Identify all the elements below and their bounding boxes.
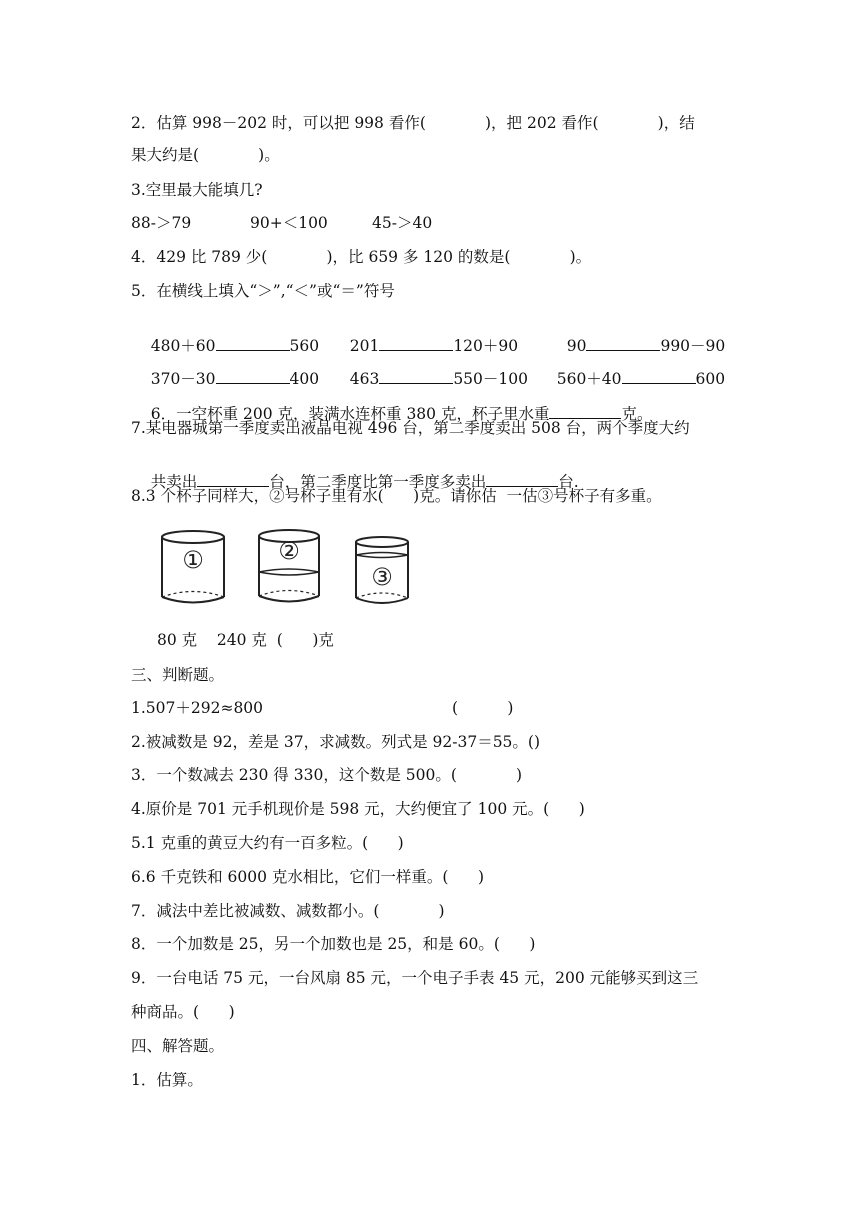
q2-line2: 果大约是( )。 <box>131 146 280 164</box>
q7-line1: 7.某电器城第一季度卖出液晶电视 496 台，第二季度卖出 508 台，两个季度大约 <box>131 419 690 437</box>
cups-illustration <box>150 522 420 614</box>
q4: 4．429 比 789 少( )，比 659 多 120 的数是( )。 <box>131 248 592 266</box>
q2-line1: 2．估算 998－202 时，可以把 998 看作( )，把 202 看作( )，结 <box>131 114 695 132</box>
judge-item-9-line1: 9．一台电话 75 元，一台风扇 85 元，一个电子手表 45 元，200 元能够买到这三 <box>131 969 699 987</box>
answer-blank[interactable] <box>379 369 453 384</box>
compare-right: 120＋90 <box>453 337 519 355</box>
judge-answer-paren[interactable]: ( ) <box>452 699 514 717</box>
compare-left: 370－30 <box>150 370 216 388</box>
q3-item: 90+＜100 <box>250 214 328 232</box>
judge-item: 6.6 千克铁和 6000 克水相比，它们一样重。( ) <box>131 868 485 886</box>
answer-blank[interactable] <box>622 369 696 384</box>
judge-item: 2.被减数是 92，差是 37，求减数。列式是 92-37＝55。() <box>131 733 541 751</box>
judge-item-1: 1.507＋292≈800 <box>131 699 264 717</box>
answer-blank[interactable] <box>486 472 558 487</box>
compare-left: 480＋60 <box>150 337 216 355</box>
q3-title: 3.空里最大能填几? <box>131 181 263 199</box>
judge-item: 8．一个加数是 25，另一个加数也是 25，和是 60。( ) <box>131 935 536 953</box>
cup-label: ② <box>278 537 300 565</box>
answer-blank[interactable] <box>197 472 269 487</box>
q5-title: 5．在横线上填入“＞”,“＜”或“＝”符号 <box>131 282 395 300</box>
judge-item: 7．减法中差比被减数、减数都小。( ) <box>131 902 445 920</box>
answer-blank[interactable] <box>549 404 621 419</box>
q7-text: 台，第二季度比第一季度多卖出 <box>269 473 487 491</box>
q7-text: 共卖出 <box>150 473 198 491</box>
compare-left: 201 <box>349 337 380 355</box>
cup-label: ① <box>182 546 204 574</box>
compare-left: 463 <box>349 370 380 388</box>
judge-item: 5.1 克重的黄豆大约有一百多粒。( ) <box>131 834 404 852</box>
q3-item: 88-＞79 <box>131 214 192 232</box>
answer-blank[interactable] <box>216 369 290 384</box>
compare-right: 600 <box>695 370 726 388</box>
compare-left: 560＋40 <box>556 370 622 388</box>
compare-right: 990－90 <box>660 337 726 355</box>
q6-text: 6．一空杯重 200 克，装满水连杯重 380 克，杯子里水重 <box>150 405 550 423</box>
judge-item: 4.原价是 701 元手机现价是 598 元，大约便宜了 100 元。( ) <box>131 800 585 818</box>
compare-right: 400 <box>289 370 320 388</box>
q8: 8.3 个杯子同样大，②号杯子里有水( )克。请你估 一估③号杯子有多重。 <box>131 487 662 505</box>
answer-item-1: 1．估算。 <box>131 1071 203 1089</box>
judge-item: 3．一个数减去 230 得 330，这个数是 500。( ) <box>131 766 523 784</box>
judge-item-9-line2: 种商品。( ) <box>131 1003 235 1021</box>
compare-right: 550－100 <box>453 370 528 388</box>
q6-unit: 克。 <box>621 405 653 423</box>
section-3-heading: 三、判断题。 <box>131 666 225 684</box>
cup-weights: 80 克 240 克 ( )克 <box>157 631 334 649</box>
q7-text: 台. <box>558 473 579 491</box>
compare-left: 90 <box>566 337 587 355</box>
section-4-heading: 四、解答题。 <box>131 1037 225 1055</box>
q3-item: 45-＞40 <box>372 214 433 232</box>
compare-right: 560 <box>289 337 320 355</box>
cup-label: ③ <box>371 563 393 591</box>
